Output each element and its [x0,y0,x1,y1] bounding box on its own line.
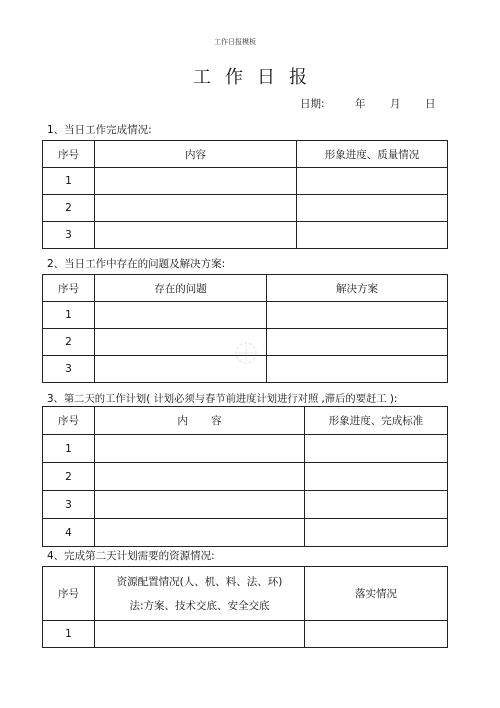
standard-cell[interactable] [305,491,448,519]
date-day: 日 [425,98,436,110]
row-number: 2 [43,463,95,491]
content-cell[interactable] [95,195,297,222]
plan-cell[interactable] [95,435,305,463]
progress-cell[interactable] [297,195,448,222]
column-header [95,567,305,621]
implementation-cell[interactable] [305,621,448,648]
date-month: 月 [390,98,401,110]
section1-table [42,140,448,249]
table-row [43,621,448,648]
resource-header-line2: 法:方案、技术交底、安全交底 [129,600,270,612]
section1-heading: 1、当日工作完成情况: [47,124,152,136]
row-number: 1 [43,302,95,329]
column-header: 序号 [43,407,95,435]
section4-table [42,566,448,648]
plan-cell[interactable] [95,463,305,491]
section3-table [42,406,448,547]
table-row [43,222,448,249]
column-header: 存在的问题 [95,275,267,302]
watermark-icon [228,338,264,368]
section2-heading: 2、当日工作中存在的问题及解决方案: [47,258,226,270]
row-number: 2 [43,195,95,222]
content-cell[interactable] [95,168,297,195]
column-header: 形象进度、质量情况 [297,141,448,168]
table-header-row [43,567,448,621]
standard-cell[interactable] [305,519,448,547]
column-header: 内容 [95,141,297,168]
progress-cell[interactable] [297,222,448,249]
standard-cell[interactable] [305,463,448,491]
table-row [43,195,448,222]
column-header: 序号 [43,275,95,302]
resource-header-line1: 资源配置情况(人、机、料、法、环) [116,576,283,588]
solution-cell[interactable] [267,329,448,356]
row-number: 3 [43,222,95,249]
column-header: 形象进度、完成标准 [305,407,448,435]
table-header-row [43,275,448,302]
table-row [43,435,448,463]
table-row [43,168,448,195]
row-number: 1 [43,621,95,648]
standard-cell[interactable] [305,435,448,463]
column-header: 落实情况 [305,567,448,621]
section3-heading: 3、第二天的工作计划( 计划必须与春节前进度计划进行对照 ,滞后的要赶工 ): [47,393,398,405]
content-cell[interactable] [95,222,297,249]
resource-cell[interactable] [95,621,305,648]
date-label: 日期: [300,98,325,110]
solution-cell[interactable] [267,302,448,329]
plan-cell[interactable] [95,491,305,519]
row-number: 4 [43,519,95,547]
column-header: 内 容 [95,407,305,435]
table-header-row [43,141,448,168]
row-number: 2 [43,329,95,356]
table-row [43,519,448,547]
table-row [43,302,448,329]
page-title: 工作日报 [193,67,321,88]
plan-cell[interactable] [95,519,305,547]
column-header: 序号 [43,567,95,621]
date-year: 年 [355,98,366,110]
problem-cell[interactable] [95,302,267,329]
table-row [43,463,448,491]
row-number: 1 [43,435,95,463]
table-header-row [43,407,448,435]
row-number: 3 [43,491,95,519]
header-note: 工作日报模板 [214,38,256,46]
row-number: 1 [43,168,95,195]
section4-heading: 4、完成第二天计划需要的资源情况: [47,550,215,562]
table-row [43,491,448,519]
column-header: 解决方案 [267,275,448,302]
column-header: 序号 [43,141,95,168]
solution-cell[interactable] [267,356,448,383]
progress-cell[interactable] [297,168,448,195]
row-number: 3 [43,356,95,383]
